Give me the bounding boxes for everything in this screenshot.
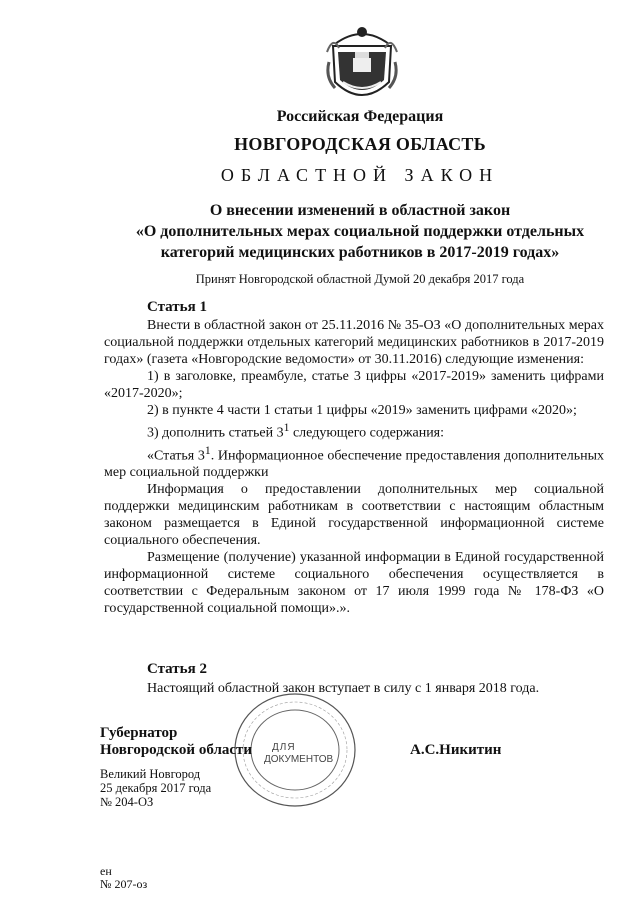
law-title <box>100 200 620 263</box>
law-title-line: О внесении изменений в областной закон <box>209 202 511 219</box>
coat-of-arms-icon <box>325 22 399 112</box>
article-2-heading: Статья 2 <box>147 661 207 677</box>
federation-heading: Российская Федерация <box>276 108 444 125</box>
footer-code: ен <box>100 864 112 878</box>
law-title-line: «О дополнительных мерах социальной поддержки отдельных <box>135 223 585 240</box>
paragraph: 2) в пункте 4 части 1 статьи 1 цифры «2019» заменить цифрами «2020»; <box>147 403 577 418</box>
signatory-name: А.С.Никитин <box>410 742 502 758</box>
signatory-title <box>100 725 252 759</box>
footer-note <box>100 865 147 891</box>
law-number: № 204-ОЗ <box>100 795 154 809</box>
signatory-title-line: Губернатор <box>100 725 178 741</box>
place-and-date <box>100 767 211 809</box>
footer-number: № 207-оз <box>100 877 148 891</box>
stamp-text: ДОКУМЕНТОВ <box>264 754 334 765</box>
article-1-heading: Статья 1 <box>147 299 207 315</box>
signatory-title-line: Новгородской области <box>100 742 253 758</box>
paragraph: «Статья $3^1$. Информационное обеспечение предоставления дополнительных мер социальной поддержки <box>104 443 604 481</box>
paragraph: Настоящий областной закон вступает в силу с 1 января 2018 года. <box>147 681 540 696</box>
law-title-line: категорий медицинских работников в 2017-2019 годах» <box>160 244 560 261</box>
stamp-text: ДЛЯ <box>272 742 296 753</box>
paragraph: Информация о предоставлении дополнительных мер социальной поддержки медицинским работникам в соответствии с настоящим областным законом размещается в Единой государственной информационной системе социального обеспечения. <box>104 482 604 549</box>
adoption-note: Принят Новгородской областной Думой 20 декабря 2017 года <box>195 272 525 286</box>
city: Великий Новгород <box>100 767 201 781</box>
law-type-heading: ОБЛАСТНОЙ ЗАКОН <box>220 165 500 185</box>
region-heading: НОВГОРОДСКАЯ ОБЛАСТЬ <box>234 134 486 154</box>
paragraph: Внести в областной закон от 25.11.2016 № 35-ОЗ «О дополнительных мерах социальной поддержки отдельных категорий медицинских работников в 2017-2019 годах» (газета «Новгородские ведомости» от 30.11.2016) следующие изменения: <box>104 318 604 367</box>
date: 25 декабря 2017 года <box>100 781 212 795</box>
paragraph: 1) в заголовке, преамбуле, статье 3 цифры «2017-2019» заменить цифрами «2017-2020»; <box>104 369 604 401</box>
paragraph: 3) дополнить статьей $3^1$ следующего содержания: <box>147 421 445 441</box>
article-1-body <box>104 317 604 617</box>
paragraph: Размещение (получение) указанной информации в Единой государственной информационной системе социального обеспечения осуществляется в соответствии с Федеральным законом от 17 июля 1999 года № 178-ФЗ «О государственной социальной помощи».». <box>104 550 604 617</box>
